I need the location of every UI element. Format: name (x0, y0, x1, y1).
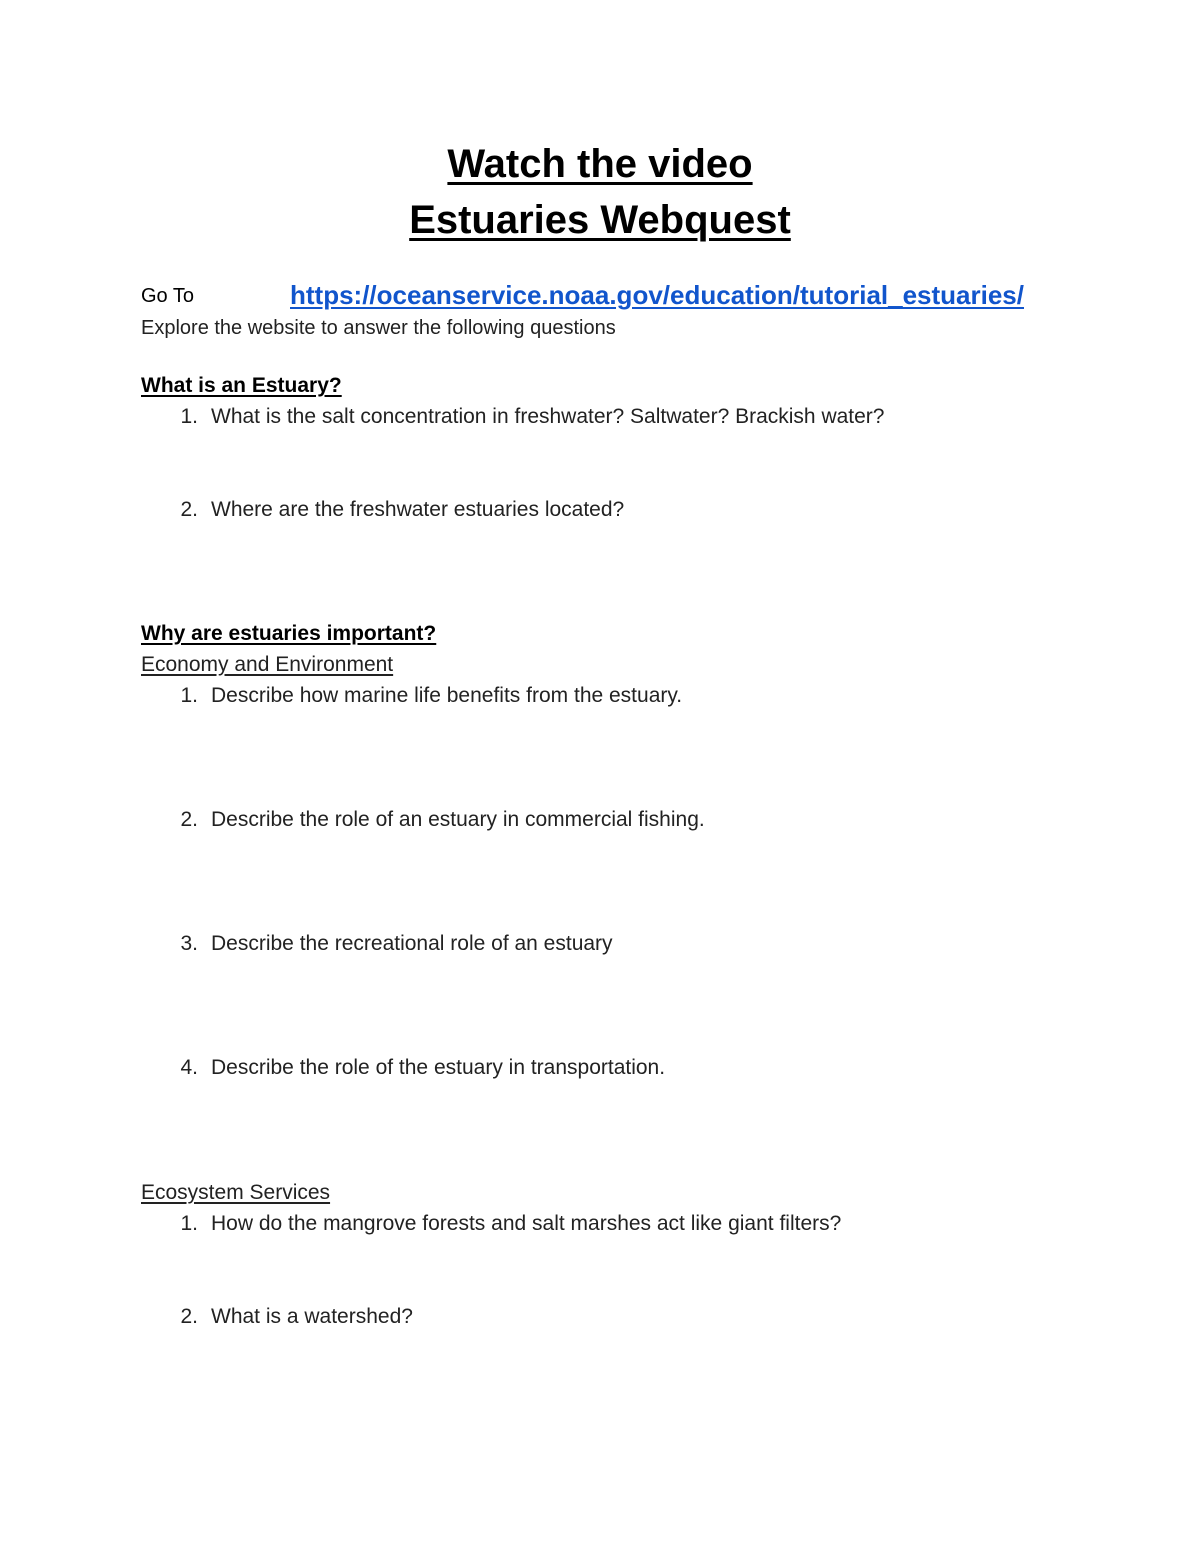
tutorial-link[interactable]: https://oceanservice.noaa.gov/education/tutorial_estuaries/ (290, 280, 1024, 310)
page-title: Watch the video (447, 142, 753, 186)
question-text: Describe the recreational role of an estuary (211, 932, 613, 955)
question-text: How do the mangrove forests and salt marshes act like giant filters? (211, 1212, 842, 1235)
question-text: What is a watershed? (211, 1305, 413, 1328)
question-text: Describe how marine life benefits from the estuary. (211, 684, 683, 707)
question-number: 1. (180, 405, 198, 428)
question-number: 2. (180, 498, 198, 521)
section-heading-what-is-estuary: What is an Estuary? (141, 374, 342, 397)
instructions-text: Explore the website to answer the following questions (141, 317, 616, 339)
subheading-ecosystem-services: Ecosystem Services (141, 1181, 331, 1204)
goto-label: Go To (141, 285, 194, 307)
question-text: What is the salt concentration in freshwater? Saltwater? Brackish water? (211, 405, 885, 428)
question-number: 4. (180, 1056, 198, 1079)
question-number: 2. (180, 1305, 198, 1328)
question-text: Where are the freshwater estuaries located? (211, 498, 625, 521)
question-number: 3. (180, 932, 198, 955)
question-number: 2. (180, 808, 198, 831)
question-number: 1. (180, 684, 198, 707)
section-heading-why-important: Why are estuaries important? (141, 622, 437, 645)
page-subtitle: Estuaries Webquest (409, 198, 791, 242)
subheading-economy-environment: Economy and Environment (141, 653, 394, 676)
question-text: Describe the role of the estuary in transportation. (211, 1056, 666, 1079)
question-number: 1. (180, 1212, 198, 1235)
question-text: Describe the role of an estuary in commercial fishing. (211, 808, 705, 831)
